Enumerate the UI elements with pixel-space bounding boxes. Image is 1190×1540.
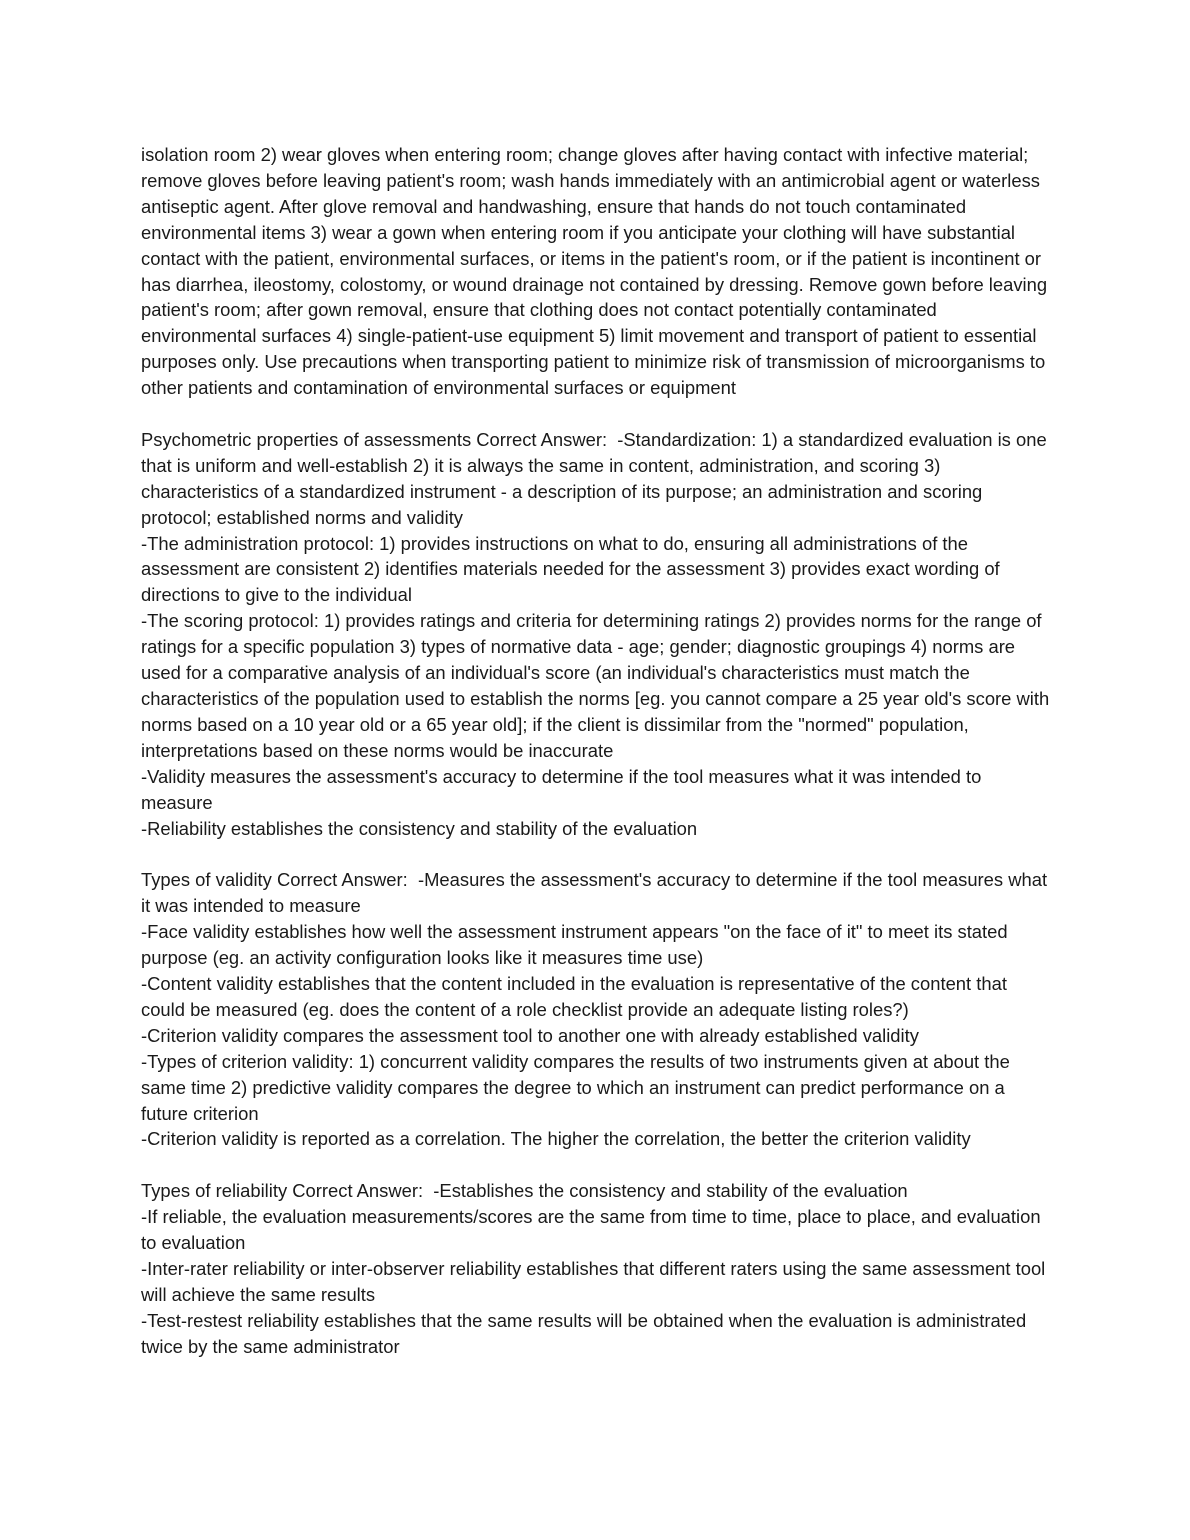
- document-body: [141, 142, 1055, 1360]
- paragraph: [141, 867, 1053, 1152]
- paragraph-line: -Criterion validity is reported as a correlation. The higher the correlation, the better the criterion validity: [141, 1128, 971, 1150]
- paragraph-line: Psychometric properties of assessments Correct Answer: -Standardization: 1) a standardized evaluation is one that is uniform and well-establish 2) it is always the same in content, administration, and scoring 3) characteristics of a standardized instrument - a description of its purpose; an administration and scoring protocol; established norms and validity: [141, 428, 1052, 528]
- paragraph-line: -Content validity establishes that the content included in the evaluation is representative of the content that could be measured (eg. does the content of a role checklist provide an adequate listing roles?): [141, 972, 1013, 1020]
- paragraph-line: -Reliability establishes the consistency and stability of the evaluation: [141, 817, 698, 839]
- paragraph-line: -If reliable, the evaluation measurements/scores are the same from time to time, place to place, and evaluation to evaluation: [141, 1206, 1046, 1254]
- paragraph-line: -The scoring protocol: 1) provides ratings and criteria for determining ratings 2) provides norms for the range of ratings for a specific population 3) types of normative data - age; gender; diagnostic groupings 4) norms are used for a comparative analysis of an individual's score (an individual's characteristics must match the characteristics of the population used to establish the norms [eg. you cannot compare a 25 year old's score with norms based on a 10 year old or a 65 year old]; if the client is dissimilar from the "normed" population, interpretations based on these norms would be inaccurate: [141, 610, 1055, 761]
- paragraph-line: Types of reliability Correct Answer: -Establishes the consistency and stability of the evaluation: [141, 1180, 908, 1202]
- paragraph: [141, 1178, 1050, 1359]
- paragraph-line: -Criterion validity compares the assessment tool to another one with already established validity: [141, 1024, 919, 1046]
- paragraph-line: Types of validity Correct Answer: -Measures the assessment's accuracy to determine if the tool measures what it was intended to measure: [141, 869, 1053, 917]
- paragraph-line: isolation room 2) wear gloves when entering room; change gloves after having contact with infective material; remove gloves before leaving patient's room; wash hands immediately with an antimicrobial agent or waterless antiseptic agent. After glove removal and handwashing, ensure that hands do not touch contaminated environmental items 3) wear a gown when entering room if you anticipate your clothing will have substantial contact with the patient, environmental surfaces, or items in the patient's room, or if the patient is incontinent or has diarrhea, ileostomy, colostomy, or wound drainage not contained by dressing. Remove gown before leaving patient's room; after gown removal, ensure that clothing does not contact potentially contaminated environmental surfaces 4) single-patient-use equipment 5) limit movement and transport of patient to essential purposes only. Use precautions when transporting patient to minimize risk of transmission of microorganisms to other patients and contamination of environmental surfaces or equipment: [141, 144, 1053, 399]
- paragraph-line: -Test-restest reliability establishes that the same results will be obtained when the evaluation is administrated twice by the same administrator: [141, 1309, 1032, 1357]
- paragraph: [141, 142, 1053, 401]
- paragraph: [141, 427, 1055, 842]
- paragraph-line: -Types of criterion validity: 1) concurrent validity compares the results of two instruments given at about the same time 2) predictive validity compares the degree to which an instrument can predict performance on a future criterion: [141, 1050, 1015, 1124]
- paragraph-line: -The administration protocol: 1) provides instructions on what to do, ensuring all administrations of the assessment are consistent 2) identifies materials needed for the assessment 3) provides exact wording of directions to give to the individual: [141, 532, 1005, 606]
- paragraph-line: -Validity measures the assessment's accuracy to determine if the tool measures what it was intended to measure: [141, 765, 987, 813]
- paragraph-line: -Face validity establishes how well the assessment instrument appears "on the face of it" to meet its stated purpose (eg. an activity configuration looks like it measures time use): [141, 921, 1013, 969]
- paragraph-line: -Inter-rater reliability or inter-observer reliability establishes that different raters using the same assessment tool will achieve the same results: [141, 1257, 1051, 1305]
